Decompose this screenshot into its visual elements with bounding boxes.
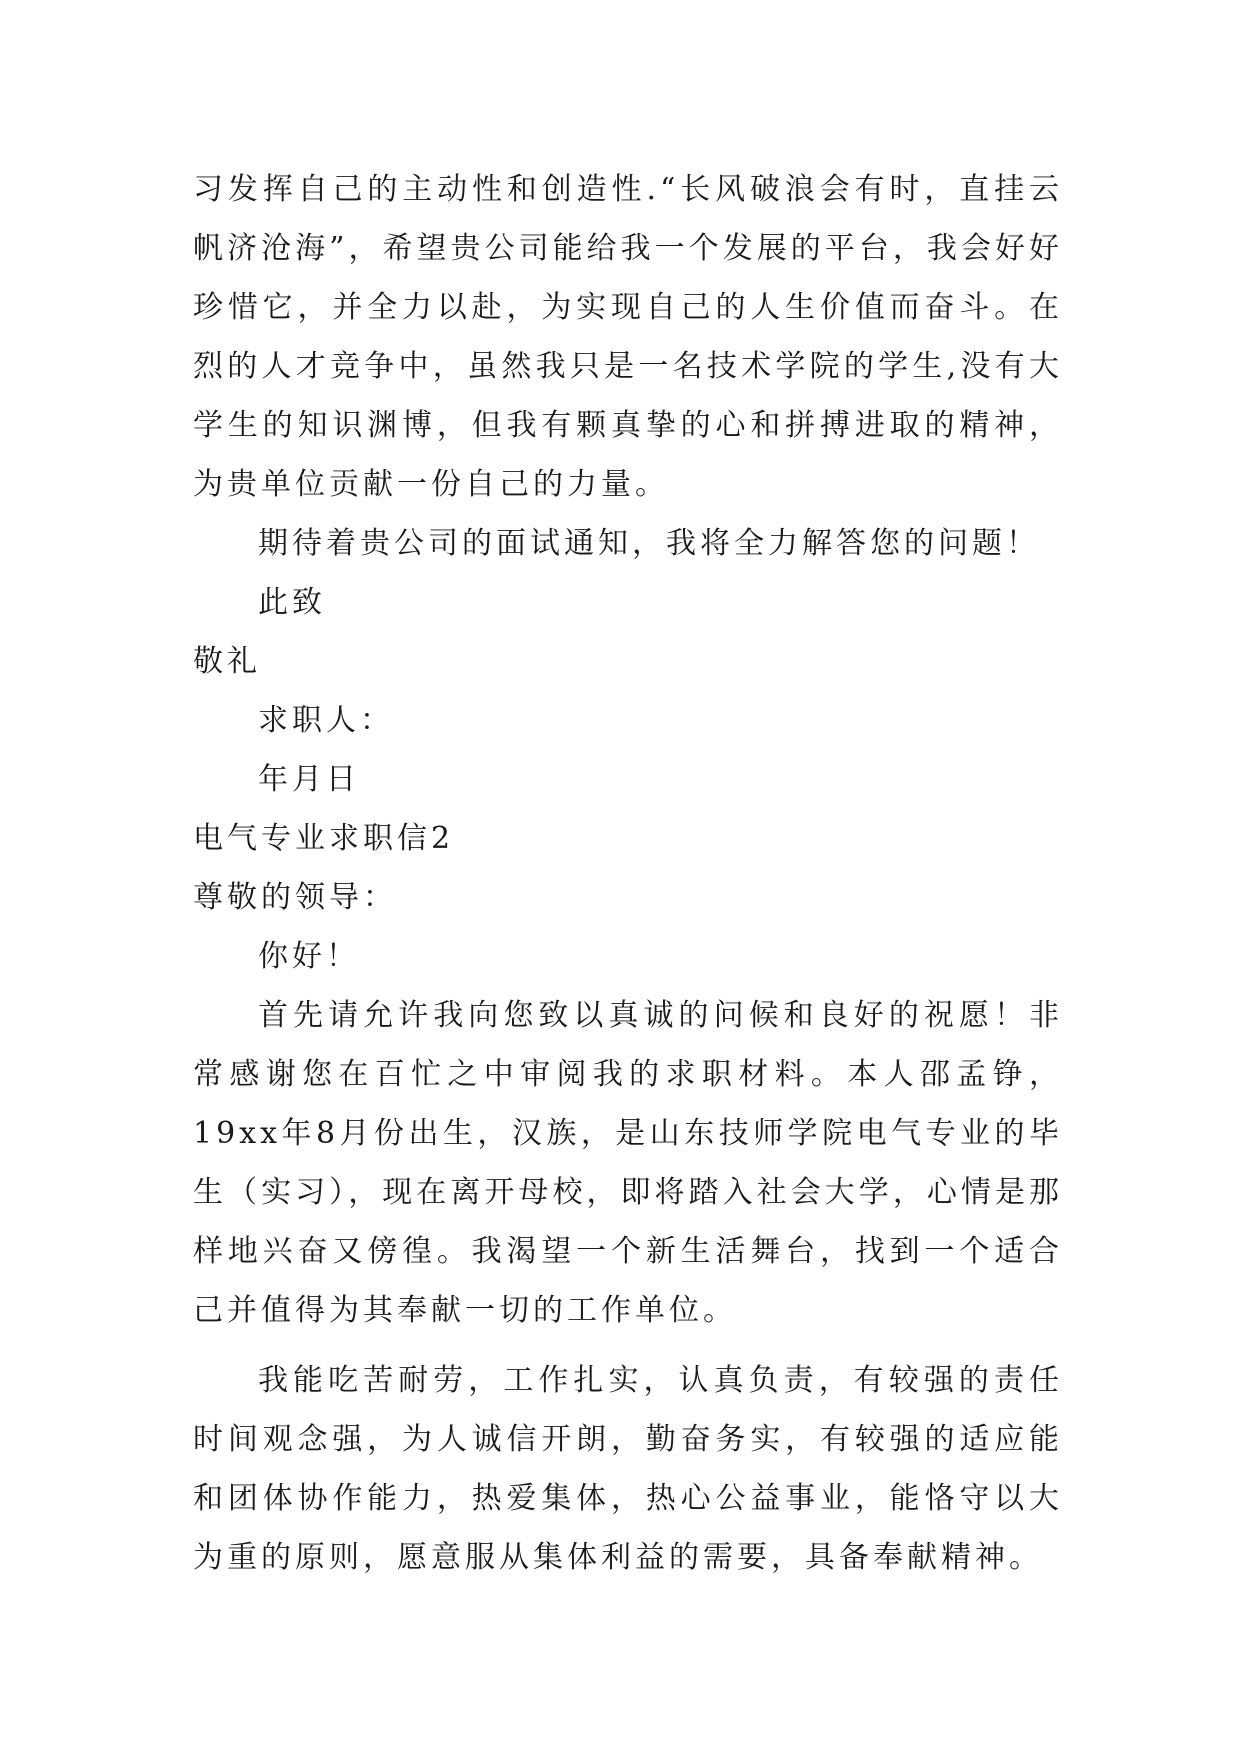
text-line: 烈的人才竞争中，虽然我只是一名技术学院的学生,没有大 bbox=[193, 349, 1063, 384]
text-line: 期待着贵公司的面试通知，我将全力解答您的问题！ bbox=[258, 526, 1040, 561]
text-line: 我能吃苦耐劳，工作扎实，认真负责，有较强的责任 bbox=[258, 1363, 1063, 1398]
text-line: 学生的知识渊博，但我有颗真挚的心和拼搏进取的精神， bbox=[193, 408, 1063, 443]
text-line: 珍惜它，并全力以赴，为实现自己的人生价值而奋斗。在 bbox=[193, 290, 1063, 325]
text-line: 尊敬的领导： bbox=[193, 880, 397, 915]
text-line: 己并值得为其奉献一切的工作单位。 bbox=[193, 1293, 737, 1328]
text-line: 敬礼 bbox=[193, 644, 261, 679]
text-line: 常感谢您在百忙之中审阅我的求职材料。本人邵孟铮， bbox=[193, 1057, 1063, 1092]
text-line: 帆济沧海”，希望贵公司能给我一个发展的平台，我会好好 bbox=[193, 231, 1063, 266]
text-line: 你好！ bbox=[258, 939, 360, 974]
text-line: 生（实习），现在离开母校，即将踏入社会大学，心情是那 bbox=[193, 1175, 1063, 1210]
text-line: 电气专业求职信2 bbox=[193, 821, 455, 856]
text-line: 习发挥自己的主动性和创造性.“长风破浪会有时，直挂云 bbox=[193, 172, 1063, 207]
text-line: 为重的原则，愿意服从集体利益的需要，具备奉献精神。 bbox=[193, 1540, 1043, 1575]
text-line: 19xx年8月份出生，汉族，是山东技师学院电气专业的毕 bbox=[193, 1116, 1063, 1151]
text-line: 和团体协作能力，热爱集体，热心公益事业，能恪守以大 bbox=[193, 1481, 1063, 1516]
text-line: 此致 bbox=[258, 585, 326, 620]
text-line: 时间观念强，为人诚信开朗，勤奋务实，有较强的适应能 bbox=[193, 1422, 1063, 1457]
text-line: 年月日 bbox=[258, 762, 360, 797]
text-line: 为贵单位贡献一份自己的力量。 bbox=[193, 467, 669, 502]
paragraph-gap bbox=[193, 1340, 1063, 1351]
text-line: 样地兴奋又傍徨。我渴望一个新生活舞台，找到一个适合 bbox=[193, 1234, 1063, 1269]
text-line: 求职人： bbox=[258, 703, 394, 738]
text-line: 首先请允许我向您致以真诚的问候和良好的祝愿！非 bbox=[258, 998, 1063, 1033]
document-body bbox=[193, 160, 1063, 1587]
